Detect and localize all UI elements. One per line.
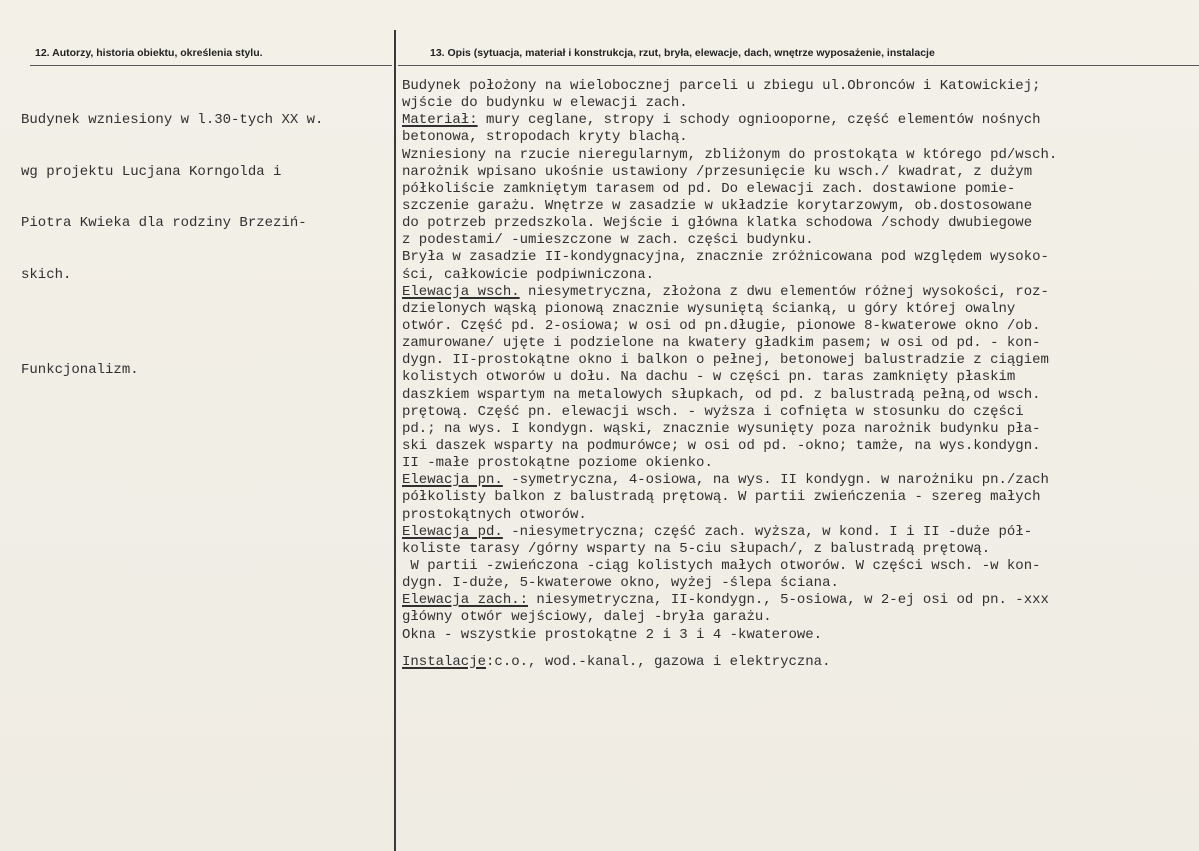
line-text: betonowa, stropodach kryty blachą. [402,129,688,146]
description-line [402,318,1199,335]
line-text: dzielonych wąską pionową znacznie wysuniętą ścianką, u góry której owalny [402,300,1016,317]
description-line [402,438,1199,455]
header-rule-left [30,65,392,66]
line-text: zamurowane/ ujęte i podzielone na kwatery gładkim pasem; w osi od pd. - kon- [402,335,1041,352]
paragraph-gap [402,644,1199,654]
description-line [402,507,1199,524]
description-line [402,609,1199,626]
line-text: niesymetryczna, złożona z dwu elementów różnej wysokości, roz- [519,283,1049,300]
description-column [402,78,1199,671]
authors-line: Budynek wzniesiony w l.30-tych XX w. [21,112,324,129]
description-line [402,198,1199,215]
authors-line: Piotra Kwieka dla rodziny Brzeziń- [21,215,307,232]
line-text: kolistych otworów u dołu. Na dachu - w części pn. taras zamknięty płaskim [402,369,1016,386]
description-line [402,524,1199,541]
line-text: z podestami/ -umieszczone w zach. części budynku. [402,232,814,249]
line-text: główny otwór wejściowy, dalej -bryła garażu. [402,609,772,626]
column-divider [394,30,396,851]
line-text: otwór. Część pd. 2-osiowa; w osi od pn.długie, pionowe 8-kwaterowe okno /ob. [402,317,1041,334]
description-line [402,369,1199,386]
line-text: półkoliście zamkniętym tarasem od pd. Do elewacji zach. dostawione pomie- [402,180,1016,197]
installations-text: :c.o., wod.-kanal., gazowa i elektryczna. [486,653,831,670]
line-text: narożnik wpisano ukośnie ustawiony /przesunięcie ku wsch./ kwadrat, z dużym [402,163,1033,180]
section-label: Elewacja pd. [402,523,503,540]
description-line [402,129,1199,146]
line-text: Budynek położony na wielobocznej parceli u zbiegu ul.Obronców i Katowickiej; [402,78,1041,94]
description-line [402,387,1199,404]
authors-history-column [21,78,393,414]
description-line [402,147,1199,164]
line-text: niesymetryczna, II-kondygn., 5-osiowa, w 2-ej osi od pn. -xxx [528,592,1049,609]
description-line [402,352,1199,369]
description-line [402,627,1199,644]
authors-line: wg projektu Lucjana Korngolda i [21,163,282,180]
style-line: Funkcjonalizm. [21,362,139,379]
description-line [402,267,1199,284]
section-label: Elewacja wsch. [402,283,520,300]
description-line [402,558,1199,575]
section-label: Materiał: [402,112,478,129]
line-text: -niesymetryczna; część zach. wyższa, w kond. I i II -duże pół- [502,523,1033,540]
line-text: prętową. Część pn. elewacji wsch. - wyższa i cofnięta w stosunku do części [402,403,1024,420]
line-text: ski daszek wsparty na podmurówce; w osi od pd. -okno; tamże, na wys.kondygn. [402,437,1041,454]
installations-line [402,654,1199,671]
section-12-header: 12. Autorzy, historia obiektu, określenia stylu. [35,47,263,59]
description-line [402,541,1199,558]
line-text: daszkiem wspartym na metalowych słupkach, od pd. z balustradą pełną,od wsch. [402,386,1041,403]
description-line [402,335,1199,352]
description-line [402,575,1199,592]
line-text: koliste tarasy /górny wsparty na 5-ciu słupach/, z balustradą prętową. [402,540,991,557]
description-line [402,181,1199,198]
authors-line: skich. [21,266,72,283]
line-text: pd.; na wys. I kondygn. wąski, znacznie wysunięty poza narożnik budynku pła- [402,420,1041,437]
description-line [402,112,1199,129]
description-line [402,489,1199,506]
line-text: mury ceglane, stropy i schody ogniooporne, część elementów nośnych [477,112,1041,129]
description-line [402,249,1199,266]
description-line [402,301,1199,318]
line-text: II -małe prostokątne poziome okienko. [402,455,713,472]
line-text: wjście do budynku w elewacji zach. [402,95,688,112]
description-line [402,284,1199,301]
line-text: Bryła w zasadzie II-kondygnacyjna, znacznie zróżnicowana pod względem wysoko- [402,249,1049,266]
section-13-header: 13. Opis (sytuacja, materiał i konstrukcja, rzut, bryła, elewacje, dach, wnętrze wyposażenie, instalacje [430,47,935,59]
line-text: ści, całkowicie podpiwniczona. [402,266,655,283]
description-line [402,95,1199,112]
line-text: prostokątnych otworów. [402,506,587,523]
description-line [402,78,1199,95]
header-rule-right [398,65,1199,66]
description-line [402,455,1199,472]
line-text: półkolisty balkon z balustradą prętową. W partii zwieńczenia - szereg małych [402,489,1041,506]
line-text: szczenie garażu. Wnętrze w zasadzie w układzie korytarzowym, ob.dostosowane [402,197,1033,214]
line-text: dygn. I-duże, 5-kwaterowe okno, wyżej -ślepa ściana. [402,575,839,592]
line-text: do potrzeb przedszkola. Wejście i główna klatka schodowa /schody dwubiegowe [402,215,1033,232]
line-text: dygn. II-prostokątne okno i balkon o pełnej, betonowej balustradzie z ciągiem [402,352,1049,369]
line-text: Okna - wszystkie prostokątne 2 i 3 i 4 -kwaterowe. [402,626,823,643]
installations-label: Instalacje [402,653,487,670]
line-text: Wzniesiony na rzucie nieregularnym, zbliżonym do prostokąta w którego pd/wsch. [402,146,1058,163]
section-label: Elewacja pn. [402,472,503,489]
description-line [402,404,1199,421]
description-line [402,472,1199,489]
section-label: Elewacja zach.: [402,592,529,609]
line-text: W partii -zwieńczona -ciąg kolistych małych otworów. W części wsch. -w kon- [402,557,1041,574]
description-line [402,592,1199,609]
description-line [402,232,1199,249]
paragraph-gap [21,318,393,328]
description-line [402,164,1199,181]
description-line [402,215,1199,232]
line-text: -symetryczna, 4-osiowa, na wys. II kondygn. w narożniku pn./zach [502,472,1049,489]
description-line [402,421,1199,438]
